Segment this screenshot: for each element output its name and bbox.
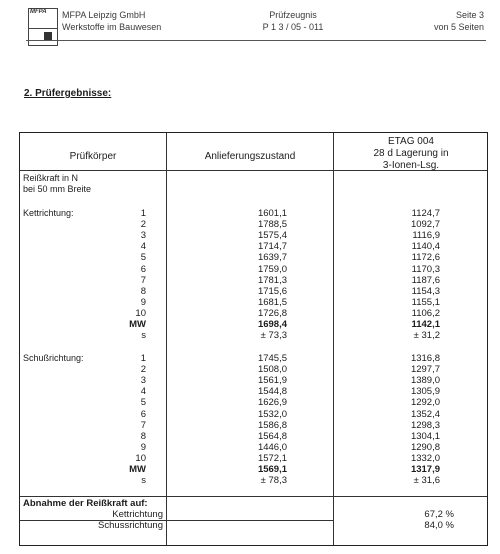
section-title: 2. Prüfergebnisse: xyxy=(24,88,112,99)
table-row xyxy=(20,386,487,397)
results-table xyxy=(19,132,488,546)
table-row xyxy=(20,264,487,275)
reduction-label: Abnahme der Reißkraft auf: xyxy=(23,498,148,509)
specimen-cell: 9 xyxy=(140,441,146,453)
weft-direction-label: Schußrichtung: xyxy=(23,353,84,363)
etag-value-cell: ± 31,6 xyxy=(413,475,440,487)
specimen-cell: 6 xyxy=(140,408,146,420)
etag-value-cell: 1332,0 xyxy=(410,452,440,464)
etag-value-cell: 1305,9 xyxy=(410,386,440,398)
etag-value-cell: 1142,1 xyxy=(411,319,440,330)
reduction-direction: Kettrichtung xyxy=(112,509,163,520)
table-row xyxy=(20,208,487,219)
delivery-value-cell: 1745,5 xyxy=(257,353,287,364)
delivery-value-cell: 1714,7 xyxy=(257,241,287,253)
delivery-value-cell: 1586,8 xyxy=(257,419,287,431)
specimen-cell: 7 xyxy=(140,419,146,431)
etag-value-cell: 1170,3 xyxy=(411,263,440,275)
document-number: P 1 3 / 05 - 011 xyxy=(262,22,324,32)
table-row xyxy=(20,353,487,364)
table-row xyxy=(20,375,487,386)
specimen-cell: 1 xyxy=(140,353,146,364)
warp-direction-label: Kettrichtung: xyxy=(23,208,74,218)
document-type: Prüfzeugnis xyxy=(269,10,317,20)
etag-value-cell: 1106,2 xyxy=(411,307,440,319)
etag-value-cell: 1187,6 xyxy=(411,274,440,286)
table-row xyxy=(20,431,487,442)
specimen-cell: s xyxy=(141,330,146,342)
etag-value-cell: 1116,9 xyxy=(412,230,440,242)
page-total: von 5 Seiten xyxy=(433,22,484,32)
mean-row xyxy=(20,464,487,475)
delivery-value-cell: 1446,0 xyxy=(257,441,287,453)
reduction-value: 67,2 % xyxy=(424,509,454,520)
page-header xyxy=(0,0,500,60)
group-label: Reißkraft in N xyxy=(23,173,79,183)
specimen-cell: s xyxy=(141,475,146,487)
table-row xyxy=(20,453,487,464)
table-row xyxy=(20,442,487,453)
delivery-value-cell: 1508,0 xyxy=(257,364,287,376)
table-row xyxy=(20,420,487,431)
delivery-value-cell: 1572,1 xyxy=(257,452,287,464)
table-row xyxy=(20,241,487,252)
specimen-cell: 7 xyxy=(140,274,146,286)
delivery-value-cell: 1532,0 xyxy=(257,408,287,420)
specimen-cell: 4 xyxy=(140,241,146,253)
etag-value-cell: 1172,6 xyxy=(411,252,440,264)
column-header-delivery-state: Anlieferungszustand xyxy=(204,151,296,162)
specimen-cell: 8 xyxy=(140,430,146,442)
delivery-value-cell: 1726,8 xyxy=(257,307,287,319)
specimen-cell: 10 xyxy=(135,307,146,319)
table-row xyxy=(20,364,487,375)
delivery-value-cell: 1626,9 xyxy=(257,397,287,409)
delivery-value-cell: 1561,9 xyxy=(257,375,287,387)
table-row xyxy=(20,297,487,308)
table-row xyxy=(20,397,487,408)
delivery-value-cell: 1759,0 xyxy=(257,263,287,275)
delivery-value-cell: 1575,4 xyxy=(257,230,287,242)
etag-value-cell: 1155,1 xyxy=(411,296,440,308)
etag-value-cell: 1124,7 xyxy=(411,208,440,219)
footer-divider xyxy=(20,496,487,497)
etag-value-cell: 1316,8 xyxy=(410,353,440,364)
delivery-value-cell: ± 73,3 xyxy=(260,330,287,342)
etag-value-cell: 1317,9 xyxy=(410,464,440,475)
etag-value-cell: ± 31,2 xyxy=(413,330,440,342)
std-dev-row xyxy=(20,330,487,341)
delivery-value-cell: 1639,7 xyxy=(257,252,287,264)
company-name: MFPA Leipzig GmbH xyxy=(62,10,146,20)
column-header-specimen: Prüfkörper xyxy=(69,151,117,162)
specimen-cell: 6 xyxy=(140,263,146,275)
specimen-cell: MW xyxy=(129,464,146,475)
group-label: bei 50 mm Breite xyxy=(23,184,92,194)
table-row xyxy=(20,275,487,286)
specimen-cell: 1 xyxy=(140,208,146,219)
etag-value-cell: 1140,4 xyxy=(411,241,440,253)
delivery-value-cell: 1544,8 xyxy=(257,386,287,398)
table-row xyxy=(20,409,487,420)
specimen-cell: MW xyxy=(129,319,146,330)
etag-value-cell: 1352,4 xyxy=(410,408,440,420)
reduction-row xyxy=(20,520,487,531)
logo-text: MFPA xyxy=(30,9,47,15)
reduction-direction: Schussrichtung xyxy=(98,520,163,531)
table-row xyxy=(20,308,487,319)
specimen-cell: 4 xyxy=(140,386,146,398)
table-row xyxy=(20,252,487,263)
specimen-cell: 5 xyxy=(140,397,146,409)
column-header-etag: ETAG 004 28 d Lagerung in 3-Ionen-Lsg. xyxy=(373,136,449,171)
delivery-value-cell: 1781,3 xyxy=(257,274,287,286)
etag-value-cell: 1292,0 xyxy=(410,397,440,409)
specimen-cell: 10 xyxy=(135,452,146,464)
std-dev-row xyxy=(20,475,487,486)
specimen-cell: 3 xyxy=(140,375,146,387)
mean-row xyxy=(20,319,487,330)
table-row xyxy=(20,286,487,297)
delivery-value-cell: 1788,5 xyxy=(257,219,287,231)
delivery-value-cell: 1715,6 xyxy=(257,285,287,297)
specimen-cell: 3 xyxy=(140,230,146,242)
page-number: Seite 3 xyxy=(455,10,484,20)
etag-value-cell: 1304,1 xyxy=(410,430,440,442)
header-rule xyxy=(26,40,486,41)
specimen-cell: 2 xyxy=(140,219,146,231)
specimen-cell: 2 xyxy=(140,364,146,376)
table-row xyxy=(20,219,487,230)
delivery-value-cell: 1569,1 xyxy=(257,464,287,475)
specimen-cell: 8 xyxy=(140,285,146,297)
table-row xyxy=(20,230,487,241)
etag-value-cell: 1297,7 xyxy=(410,364,440,376)
etag-value-cell: 1092,7 xyxy=(410,219,440,231)
specimen-cell: 5 xyxy=(140,252,146,264)
company-subtitle: Werkstoffe im Bauwesen xyxy=(62,22,162,32)
etag-value-cell: 1389,0 xyxy=(410,375,440,387)
reduction-row xyxy=(20,509,487,520)
etag-value-cell: 1298,3 xyxy=(410,419,440,431)
etag-value-cell: 1290,8 xyxy=(410,441,440,453)
delivery-value-cell: 1681,5 xyxy=(257,296,287,308)
etag-value-cell: 1154,3 xyxy=(411,285,440,297)
delivery-value-cell: 1564,8 xyxy=(257,430,287,442)
delivery-value-cell: 1698,4 xyxy=(257,319,287,330)
delivery-value-cell: ± 78,3 xyxy=(260,475,287,487)
reduction-value: 84,0 % xyxy=(424,520,454,531)
delivery-value-cell: 1601,1 xyxy=(257,208,287,219)
specimen-cell: 9 xyxy=(140,296,146,308)
